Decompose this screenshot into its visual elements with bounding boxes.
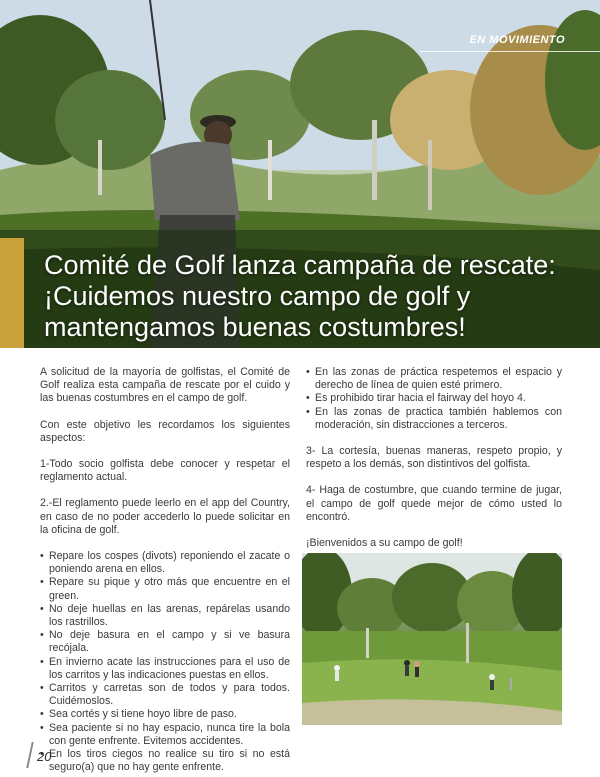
list-item: • No deje huellas en las arenas, repárelas usando los rastrillos. [40,603,290,629]
page-title: Comité de Golf lanza campaña de rescate: ¡Cuidemos nuestro campo de golf y mantengamos buenas costumbres! [44,250,556,342]
list-item: • Sea paciente si no hay espacio, nunca tire la bola con gente enfrente. Evitemos accidentes. [40,722,290,748]
list-item: • Repare su pique y otro más que encuentre en el green. [40,576,290,602]
accent-bar [0,238,24,348]
left-column [40,366,290,774]
golf-course-photo [302,553,562,725]
point-2: 2.-El reglamento puede leerlo en el app del Country, en caso de no poder accederlo lo puede solicitar en la oficina de golf. [40,497,290,536]
list-item: • En invierno acate las instrucciones para el uso de los carritos y las indicaciones puestas en ellos. [40,656,290,682]
closing-line: ¡Bienvenidos a su campo de golf! [306,537,463,550]
list-item: • En las zonas de practica también hablemos con moderación, sin distracciones a terceros. [306,406,562,432]
list-item: • Carritos y carretas son de todos y para todos. Cuidémoslos. [40,682,290,708]
rules-list-left [40,550,290,774]
point-4: 4- Haga de costumbre, que cuando termine de jugar, el campo de golf quede mejor de cómo usted lo encontró. [306,484,562,523]
list-item: • En las zonas de práctica respetemos el espacio y derecho de línea de quien esté primero. [306,366,562,392]
point-1: 1-Todo socio golfista debe conocer y respetar el reglamento actual. [40,458,290,484]
section-tag-underline [420,51,600,52]
rules-list-right [306,366,562,432]
list-item: • No deje basura en el campo y si ve basura recójala. [40,629,290,655]
section-tag: EN MOVIMIENTO [469,34,565,46]
right-column [306,366,562,563]
aspects-intro: Con este objetivo les recordamos los siguientes aspectos: [40,418,290,444]
list-item: • Sea cortés y si tiene hoyo libre de paso. [40,708,290,721]
hero-image [0,0,600,348]
list-item: • En los tiros ciegos no realice su tiro si no está seguro(a) que no hay gente enfrente. [40,748,290,774]
intro-paragraph: A solicitud de la mayoría de golfistas, el Comité de Golf realiza esta campaña de rescate por el cuido y las buenas costumbres en el campo de golf. [40,366,290,405]
list-item: • Es prohibido tirar hacia el fairway del hoyo 4. [306,392,562,405]
point-3: 3- La cortesía, buenas maneras, respeto propio, y respeto a los demás, son distintivos del golfista. [306,445,562,471]
page-number-divider [26,742,34,768]
list-item: • Repare los cospes (divots) reponiendo el zacate o poniendo arena en ellos. [40,550,290,576]
page-number: 20 [37,749,52,764]
golf-course-illustration [302,553,562,725]
